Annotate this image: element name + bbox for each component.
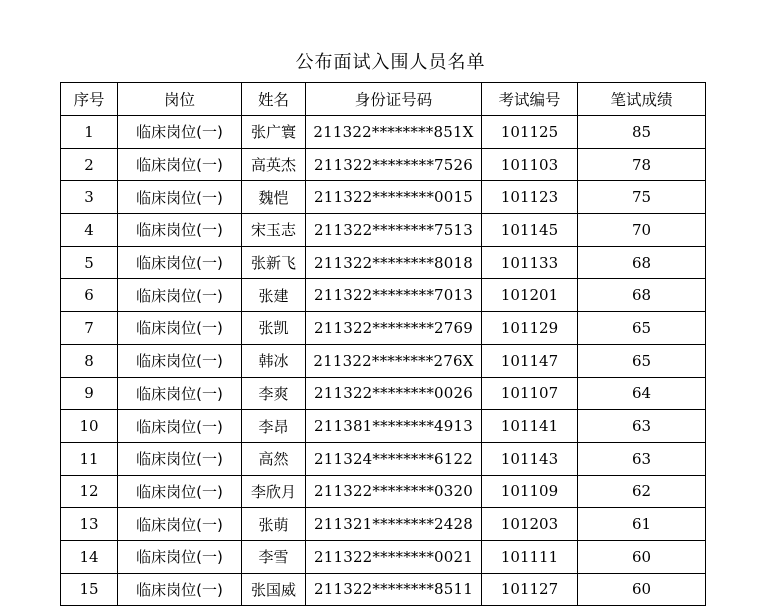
cell-id-number: 211322********8018 [306, 246, 482, 279]
table-row [61, 246, 706, 279]
cell-index: 11 [61, 442, 118, 475]
table-row [61, 475, 706, 508]
cell-position: 临床岗位(一) [118, 540, 242, 573]
cell-position: 临床岗位(一) [118, 377, 242, 410]
cell-position: 临床岗位(一) [118, 508, 242, 541]
table-row [61, 148, 706, 181]
column-header-index: 序号 [61, 83, 118, 116]
cell-name: 张萌 [242, 508, 306, 541]
cell-name: 张广寰 [242, 116, 306, 149]
column-header-name: 姓名 [242, 83, 306, 116]
cell-written-score: 65 [578, 312, 706, 345]
table-row [61, 312, 706, 345]
cell-index: 5 [61, 246, 118, 279]
cell-id-number: 211322********0026 [306, 377, 482, 410]
cell-id-number: 211322********7013 [306, 279, 482, 312]
page-title: 公布面试入围人员名单 [295, 52, 486, 73]
cell-id-number: 211322********0320 [306, 475, 482, 508]
candidate-table [60, 82, 706, 606]
cell-written-score: 60 [578, 573, 706, 606]
cell-name: 张国威 [242, 573, 306, 606]
cell-position: 临床岗位(一) [118, 148, 242, 181]
cell-exam-number: 101111 [482, 540, 578, 573]
cell-exam-number: 101107 [482, 377, 578, 410]
cell-name: 李昂 [242, 410, 306, 443]
column-header-id-number: 身份证号码 [306, 83, 482, 116]
cell-index: 9 [61, 377, 118, 410]
cell-exam-number: 101201 [482, 279, 578, 312]
cell-position: 临床岗位(一) [118, 573, 242, 606]
cell-written-score: 68 [578, 246, 706, 279]
cell-written-score: 78 [578, 148, 706, 181]
cell-name: 韩冰 [242, 344, 306, 377]
cell-name: 高英杰 [242, 148, 306, 181]
cell-index: 7 [61, 312, 118, 345]
table-row [61, 410, 706, 443]
cell-index: 3 [61, 181, 118, 214]
cell-index: 13 [61, 508, 118, 541]
table-row [61, 442, 706, 475]
cell-written-score: 68 [578, 279, 706, 312]
cell-name: 高然 [242, 442, 306, 475]
column-header-exam-number: 考试编号 [482, 83, 578, 116]
cell-exam-number: 101133 [482, 246, 578, 279]
cell-exam-number: 101147 [482, 344, 578, 377]
cell-id-number: 211322********276X [306, 344, 482, 377]
cell-name: 张凯 [242, 312, 306, 345]
cell-id-number: 211322********2769 [306, 312, 482, 345]
table-row [61, 116, 706, 149]
cell-position: 临床岗位(一) [118, 181, 242, 214]
cell-id-number: 211322********0021 [306, 540, 482, 573]
cell-position: 临床岗位(一) [118, 116, 242, 149]
cell-position: 临床岗位(一) [118, 410, 242, 443]
cell-position: 临床岗位(一) [118, 344, 242, 377]
cell-index: 12 [61, 475, 118, 508]
cell-exam-number: 101103 [482, 148, 578, 181]
cell-exam-number: 101129 [482, 312, 578, 345]
cell-written-score: 75 [578, 181, 706, 214]
cell-name: 张新飞 [242, 246, 306, 279]
table-row [61, 181, 706, 214]
cell-written-score: 63 [578, 442, 706, 475]
cell-index: 4 [61, 214, 118, 247]
cell-position: 临床岗位(一) [118, 246, 242, 279]
cell-index: 14 [61, 540, 118, 573]
cell-name: 张建 [242, 279, 306, 312]
cell-index: 15 [61, 573, 118, 606]
cell-index: 8 [61, 344, 118, 377]
table-row [61, 508, 706, 541]
cell-id-number: 211321********2428 [306, 508, 482, 541]
cell-exam-number: 101141 [482, 410, 578, 443]
table-header-row [61, 83, 706, 116]
cell-id-number: 211322********7513 [306, 214, 482, 247]
cell-index: 2 [61, 148, 118, 181]
cell-position: 临床岗位(一) [118, 312, 242, 345]
column-header-position: 岗位 [118, 83, 242, 116]
table-row [61, 344, 706, 377]
cell-name: 宋玉志 [242, 214, 306, 247]
cell-name: 李爽 [242, 377, 306, 410]
table-row [61, 279, 706, 312]
cell-exam-number: 101125 [482, 116, 578, 149]
cell-exam-number: 101203 [482, 508, 578, 541]
cell-written-score: 85 [578, 116, 706, 149]
cell-name: 李雪 [242, 540, 306, 573]
cell-written-score: 60 [578, 540, 706, 573]
cell-exam-number: 101127 [482, 573, 578, 606]
cell-id-number: 211322********0015 [306, 181, 482, 214]
cell-index: 6 [61, 279, 118, 312]
cell-position: 临床岗位(一) [118, 475, 242, 508]
cell-id-number: 211324********6122 [306, 442, 482, 475]
cell-position: 临床岗位(一) [118, 442, 242, 475]
cell-id-number: 211322********8511 [306, 573, 482, 606]
cell-exam-number: 101109 [482, 475, 578, 508]
cell-written-score: 63 [578, 410, 706, 443]
cell-position: 临床岗位(一) [118, 214, 242, 247]
cell-index: 10 [61, 410, 118, 443]
cell-exam-number: 101143 [482, 442, 578, 475]
cell-written-score: 65 [578, 344, 706, 377]
cell-written-score: 61 [578, 508, 706, 541]
cell-id-number: 211322********7526 [306, 148, 482, 181]
cell-index: 1 [61, 116, 118, 149]
column-header-written-score: 笔试成绩 [578, 83, 706, 116]
cell-id-number: 211381********4913 [306, 410, 482, 443]
cell-written-score: 70 [578, 214, 706, 247]
table-row [61, 214, 706, 247]
table-row [61, 377, 706, 410]
cell-position: 临床岗位(一) [118, 279, 242, 312]
cell-exam-number: 101123 [482, 181, 578, 214]
table-row [61, 540, 706, 573]
cell-written-score: 62 [578, 475, 706, 508]
cell-exam-number: 101145 [482, 214, 578, 247]
cell-name: 李欣月 [242, 475, 306, 508]
cell-written-score: 64 [578, 377, 706, 410]
cell-name: 魏恺 [242, 181, 306, 214]
table-row [61, 573, 706, 606]
cell-id-number: 211322********851X [306, 116, 482, 149]
